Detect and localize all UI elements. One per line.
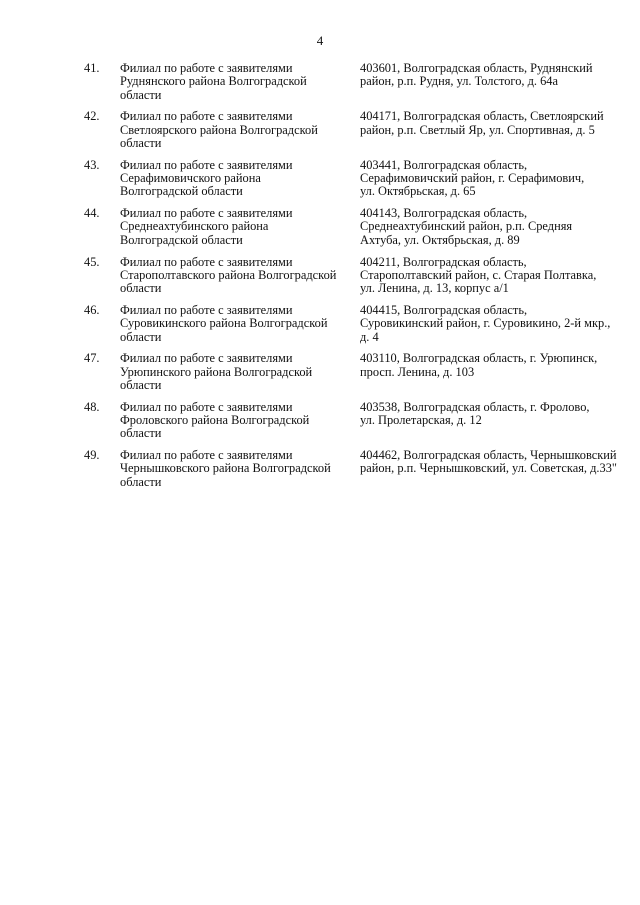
branch-name-line: Филиал по работе с заявителями — [120, 206, 293, 221]
branch-name-line: Урюпинского района Волгоградской — [120, 364, 313, 379]
branch-name — [120, 159, 360, 199]
branch-name-line: Филиал по работе с заявителями — [120, 448, 293, 463]
branch-address — [360, 449, 632, 476]
row-number: 48. — [84, 399, 100, 414]
page-number: 4 — [316, 33, 324, 48]
branch-address-line: Среднеахтубинский район, р.п. Средняя — [360, 219, 573, 234]
row-number: 42. — [84, 109, 100, 124]
branch-name-line: Волгоградской области — [120, 232, 243, 247]
branch-address-line: Серафимовичский район, г. Серафимович, — [360, 171, 585, 186]
table-row — [84, 352, 632, 392]
row-number: 47. — [84, 351, 100, 366]
table-row — [84, 207, 632, 247]
table-row — [84, 110, 632, 150]
branch-name-line: области — [120, 329, 162, 344]
branch-name-line: Фроловского района Волгоградской — [120, 413, 310, 428]
branch-name-line: области — [120, 474, 162, 489]
branch-address-line: 403601, Волгоградская область, Руднянский — [360, 61, 593, 75]
branch-name-line: Серафимовичского района — [120, 171, 261, 186]
branch-address-line: 403110, Волгоградская область, г. Урюпинск, — [360, 351, 598, 366]
branch-address-line: 404415, Волгоградская область, — [360, 302, 528, 317]
branch-address-line: 404143, Волгоградская область, — [360, 206, 528, 221]
branch-name-line: Суровикинского района Волгоградской — [120, 316, 328, 331]
table-row — [84, 304, 632, 344]
branch-name-line: Филиал по работе с заявителями — [120, 399, 293, 414]
row-number: 44. — [84, 206, 100, 221]
branch-name-line: Филиал по работе с заявителями — [120, 254, 293, 269]
row-number: 41. — [84, 61, 100, 75]
branch-address-line: район, р.п. Рудня, ул. Толстого, д. 64а — [360, 74, 558, 89]
branch-name — [120, 256, 360, 296]
table-row — [84, 159, 632, 199]
branch-table — [84, 62, 632, 498]
row-number: 43. — [84, 157, 100, 172]
branch-name — [120, 110, 360, 150]
branch-name-line: Светлоярского района Волгоградской — [120, 122, 318, 137]
branch-name — [120, 449, 360, 489]
branch-address-line: ул. Октябрьская, д. 65 — [360, 184, 476, 199]
branch-address-line: 404211, Волгоградская область, — [360, 254, 527, 269]
branch-name — [120, 352, 360, 392]
branch-name-line: Филиал по работе с заявителями — [120, 109, 293, 124]
branch-address — [360, 62, 632, 89]
branch-name-line: Волгоградской области — [120, 184, 243, 199]
branch-name-line: области — [120, 426, 162, 441]
branch-address-line: ул. Пролетарская, д. 12 — [360, 413, 482, 428]
branch-address — [360, 256, 632, 296]
branch-name — [120, 62, 360, 102]
branch-address — [360, 207, 632, 247]
branch-address — [360, 401, 632, 428]
branch-address-line: ул. Ленина, д. 13, корпус а/1 — [360, 281, 509, 296]
branch-name-line: Руднянского района Волгоградской — [120, 74, 307, 89]
row-number: 46. — [84, 302, 100, 317]
branch-address — [360, 304, 632, 344]
branch-address — [360, 159, 632, 199]
branch-address-line: Ахтуба, ул. Октябрьская, д. 89 — [360, 232, 520, 247]
branch-name-line: Филиал по работе с заявителями — [120, 157, 293, 172]
branch-address — [360, 110, 632, 137]
branch-address-line: 403441, Волгоградская область, — [360, 157, 528, 172]
branch-address-line: район, р.п. Светлый Яр, ул. Спортивная, д. 5 — [360, 122, 595, 137]
table-row — [84, 62, 632, 102]
branch-address — [360, 352, 632, 379]
table-row — [84, 401, 632, 441]
branch-address-line: 404462, Волгоградская область, Чернышковский — [360, 448, 617, 463]
branch-address-line: Старополтавский район, с. Старая Полтавка, — [360, 267, 597, 282]
table-row — [84, 256, 632, 296]
branch-address-line: Суровикинский район, г. Суровикино, 2-й мкр., — [360, 316, 611, 331]
branch-name-line: области — [120, 87, 162, 102]
branch-name-line: Филиал по работе с заявителями — [120, 61, 293, 75]
branch-name-line: Филиал по работе с заявителями — [120, 302, 293, 317]
branch-name — [120, 304, 360, 344]
branch-name — [120, 401, 360, 441]
branch-name-line: области — [120, 281, 162, 296]
branch-address-line: д. 4 — [360, 329, 379, 344]
branch-name-line: Чернышковского района Волгоградской — [120, 461, 331, 476]
branch-address-line: просп. Ленина, д. 103 — [360, 364, 475, 379]
branch-name-line: Среднеахтубинского района — [120, 219, 269, 234]
branch-address-line: район, р.п. Чернышковский, ул. Советская, д.33" — [360, 461, 617, 476]
row-number: 45. — [84, 254, 100, 269]
branch-name-line: области — [120, 377, 162, 392]
branch-address-line: 404171, Волгоградская область, Светлоярский — [360, 109, 604, 124]
branch-name-line: области — [120, 135, 162, 150]
table-row — [84, 449, 632, 489]
branch-name-line: Старополтавского района Волгоградской — [120, 267, 337, 282]
branch-name — [120, 207, 360, 247]
row-number: 49. — [84, 448, 100, 463]
branch-name-line: Филиал по работе с заявителями — [120, 351, 293, 366]
branch-address-line: 403538, Волгоградская область, г. Фролово, — [360, 399, 590, 414]
